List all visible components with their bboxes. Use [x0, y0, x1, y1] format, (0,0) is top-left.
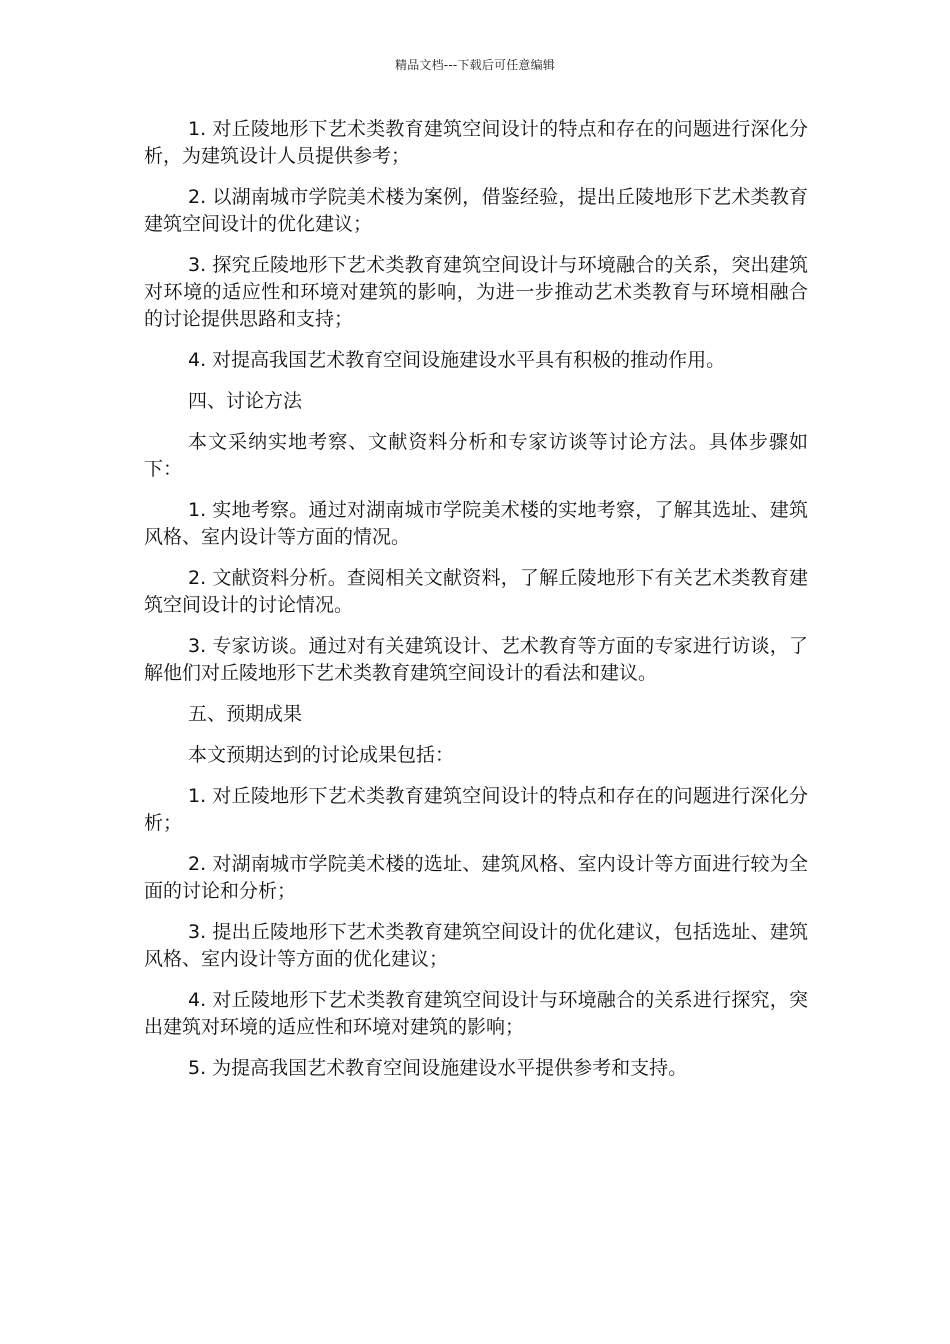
- page-header: 精品文档---下载后可任意编辑: [395, 58, 555, 72]
- outcome-item-3: 3. 提出丘陵地形下艺术类教育建筑空间设计的优化建议，包括选址、建筑风格、室内设计等方面的优化建议；: [144, 921, 808, 970]
- method-item-1: 1. 实地考察。通过对湖南城市学院美术楼的实地考察，了解其选址、建筑风格、室内设计等方面的情况。: [144, 499, 808, 548]
- outcome-item-4: 4. 对丘陵地形下艺术类教育建筑空间设计与环境融合的关系进行探究，突出建筑对环境的适应性和环境对建筑的影响；: [144, 989, 808, 1038]
- outcome-item-5: 5. 为提高我国艺术教育空间设施建设水平提供参考和支持。: [188, 1057, 688, 1079]
- section-heading-outcomes: 五、预期成果: [188, 703, 303, 725]
- methods-intro: 本文采纳实地考察、文献资料分析和专家访谈等讨论方法。具体步骤如下：: [144, 431, 808, 480]
- objective-item-2: 2. 以湖南城市学院美术楼为案例，借鉴经验，提出丘陵地形下艺术类教育建筑空间设计的优化建议；: [144, 186, 808, 235]
- section-heading-methods: 四、讨论方法: [188, 390, 303, 412]
- outcomes-intro: 本文预期达到的讨论成果包括：: [188, 744, 455, 766]
- outcome-item-1: 1. 对丘陵地形下艺术类教育建筑空间设计的特点和存在的问题进行深化分析；: [144, 785, 808, 834]
- outcome-item-2: 2. 对湖南城市学院美术楼的选址、建筑风格、室内设计等方面进行较为全面的讨论和分析；: [144, 853, 808, 902]
- objective-item-4: 4. 对提高我国艺术教育空间设施建设水平具有积极的推动作用。: [188, 349, 726, 371]
- method-item-2: 2. 文献资料分析。查阅相关文献资料，了解丘陵地形下有关艺术类教育建筑空间设计的讨论情况。: [144, 567, 808, 616]
- objective-item-1: 1. 对丘陵地形下艺术类教育建筑空间设计的特点和存在的问题进行深化分析，为建筑设计人员提供参考；: [144, 118, 808, 167]
- document-body: [144, 116, 808, 1096]
- method-item-3: 3. 专家访谈。通过对有关建筑设计、艺术教育等方面的专家进行访谈，了解他们对丘陵地形下艺术类教育建筑空间设计的看法和建议。: [144, 635, 808, 684]
- objective-item-3: 3. 探究丘陵地形下艺术类教育建筑空间设计与环境融合的关系，突出建筑对环境的适应性和环境对建筑的影响，为进一步推动艺术类教育与环境相融合的讨论提供思路和支持；: [144, 254, 808, 330]
